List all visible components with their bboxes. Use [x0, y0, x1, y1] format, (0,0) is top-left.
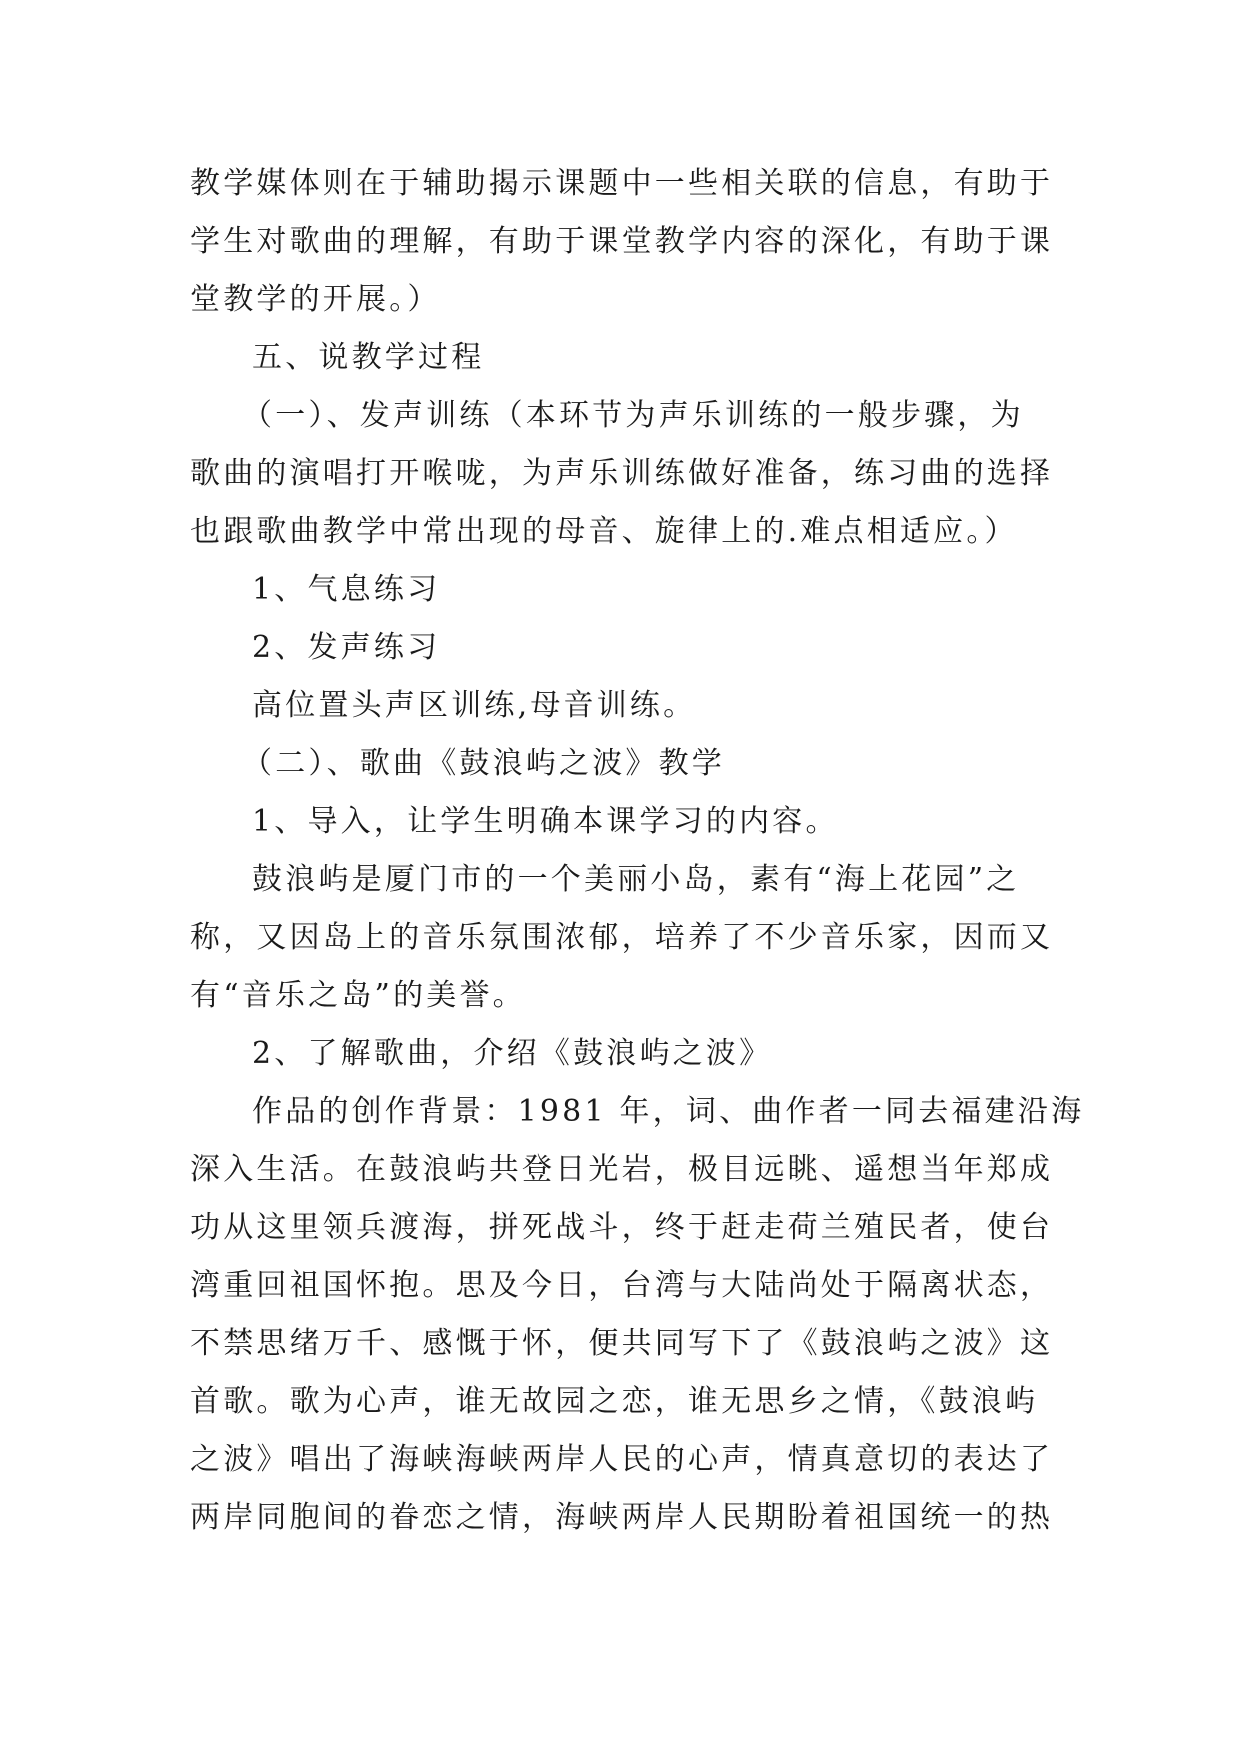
paragraph-line: 两岸同胞间的眷恋之情，海峡两岸人民期盼着祖国统一的热 — [190, 1500, 1054, 1535]
subsection-heading: （一）、发声训练（本环节为声乐训练的一般步骤，为 — [242, 398, 1024, 433]
paragraph-line: 学生对歌曲的理解，有助于课堂教学内容的深化，有助于课 — [190, 224, 1054, 259]
list-item: 2、了解歌曲，介绍《鼓浪屿之波》 — [252, 1036, 773, 1071]
subsection-heading: （二）、歌曲《鼓浪屿之波》教学 — [242, 746, 725, 781]
paragraph-line: 歌曲的演唱打开喉咙，为声乐训练做好准备，练习曲的选择 — [190, 456, 1054, 491]
paragraph-line: 湾重回祖国怀抱。思及今日，台湾与大陆尚处于隔离状态， — [190, 1268, 1054, 1303]
paragraph-line: 有“音乐之岛”的美誉。 — [190, 978, 526, 1013]
list-item: 1、气息练习 — [252, 572, 441, 607]
list-item: 1、导入，让学生明确本课学习的内容。 — [252, 804, 839, 839]
paragraph-line: 鼓浪屿是厦门市的一个美丽小岛，素有“海上花园”之 — [252, 862, 1020, 897]
body-text — [190, 155, 1085, 1547]
paragraph-line: 堂教学的开展。） — [190, 282, 441, 317]
section-heading: 五、说教学过程 — [252, 340, 485, 375]
paragraph-line: 也跟歌曲教学中常出现的母音、旋律上的.难点相适应。） — [190, 514, 1018, 549]
paragraph-line: 之波》唱出了海峡海峡两岸人民的心声，情真意切的表达了 — [190, 1442, 1054, 1477]
paragraph-line: 高位置头声区训练,母音训练。 — [252, 688, 697, 723]
list-item: 2、发声练习 — [252, 630, 441, 665]
paragraph-line: 称，又因岛上的音乐氛围浓郁，培养了不少音乐家，因而又 — [190, 920, 1054, 955]
paragraph-line: 作品的创作背景：1981 年，词、曲作者一同去福建沿海 — [252, 1094, 1085, 1129]
paragraph-line: 功从这里领兵渡海，拼死战斗，终于赶走荷兰殖民者，使台 — [190, 1210, 1054, 1245]
paragraph-line: 深入生活。在鼓浪屿共登日光岩，极目远眺、遥想当年郑成 — [190, 1152, 1054, 1187]
paragraph-line: 首歌。歌为心声，谁无故园之恋，谁无思乡之情，《鼓浪屿 — [190, 1384, 1039, 1419]
paragraph-line: 教学媒体则在于辅助揭示课题中一些相关联的信息，有助于 — [190, 166, 1054, 201]
paragraph-line: 不禁思绪万千、感慨于怀，便共同写下了《鼓浪屿之波》这 — [190, 1326, 1054, 1361]
